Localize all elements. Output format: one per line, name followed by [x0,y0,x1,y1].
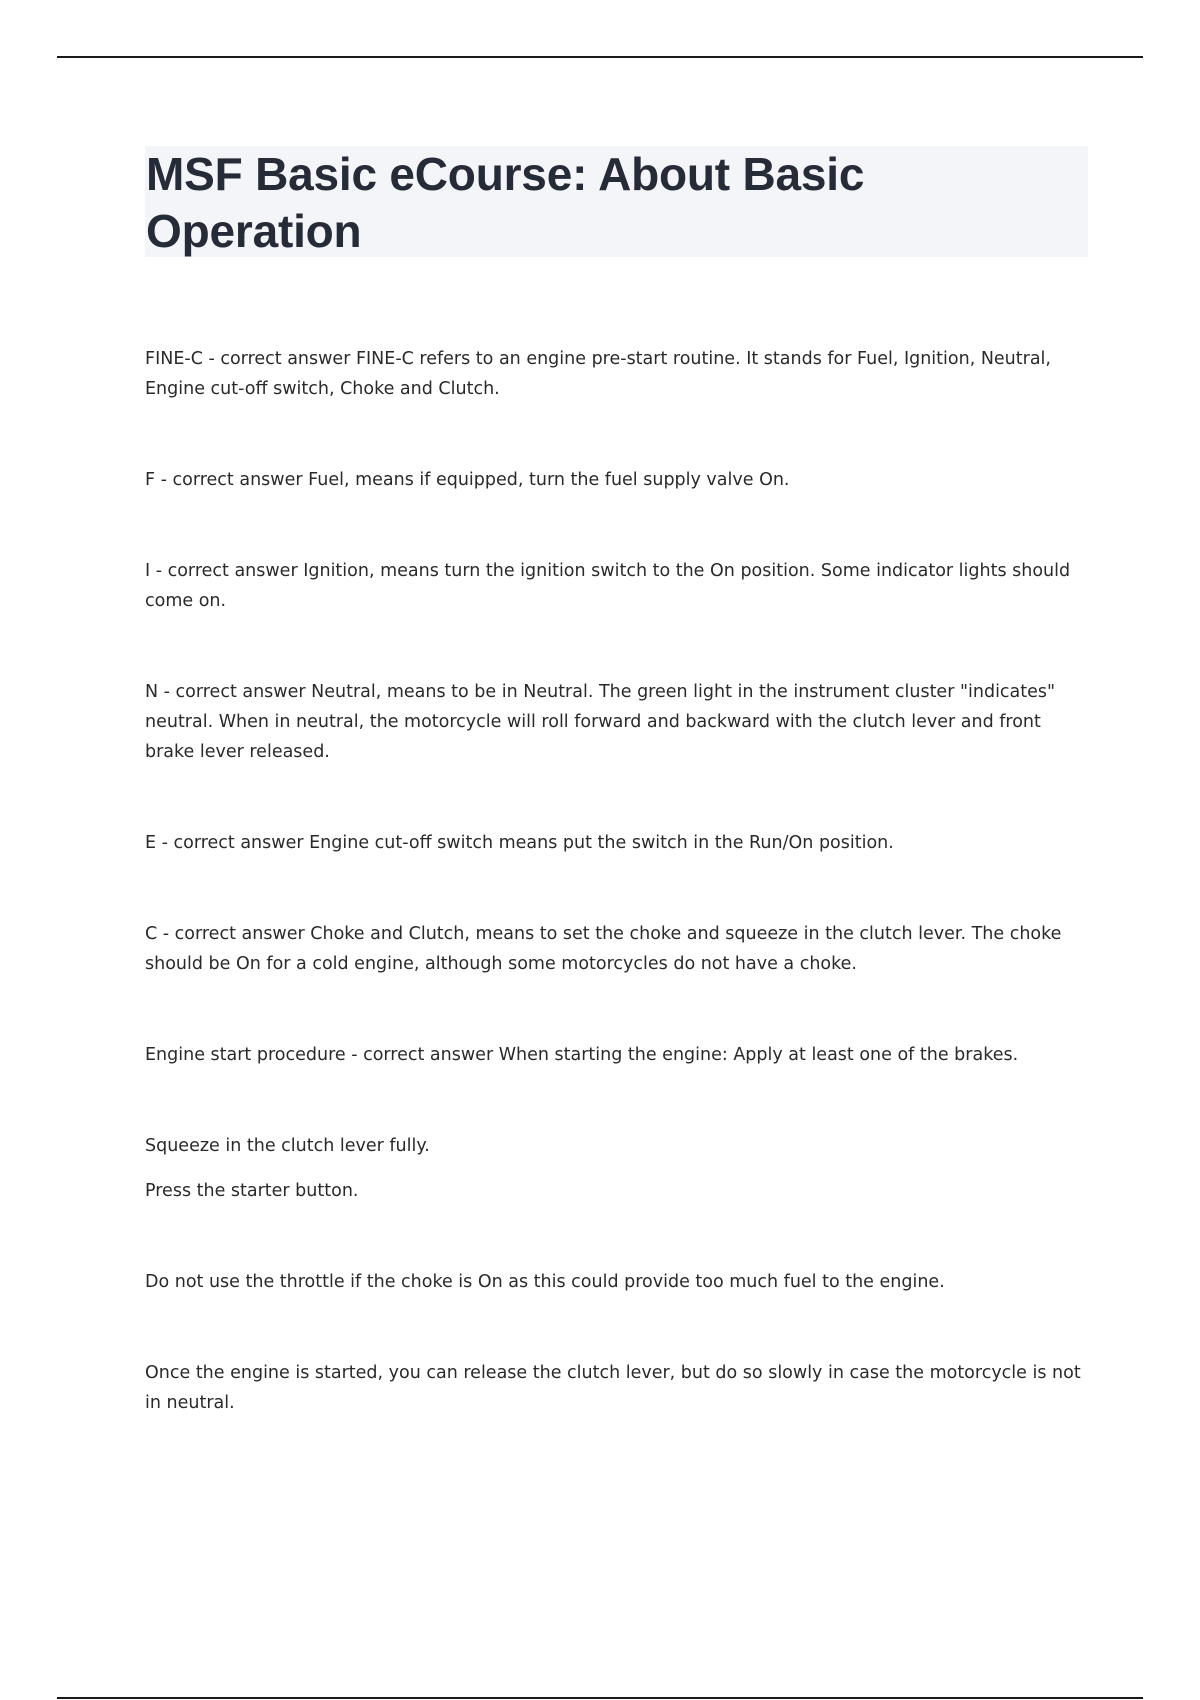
paragraph-choke-clutch: C - correct answer Choke and Clutch, means to set the choke and squeeze in the clutch lever. The choke should be On for a cold engine, although some motorcycles do not have a choke. [145,924,1062,974]
paragraph-neutral: N - correct answer Neutral, means to be in Neutral. The green light in the instrument cluster "indicates" neutral. When in neutral, the motorcycle will roll forward and backward with the clutch lever and front brake lever released. [145,682,1056,762]
title-banner [145,146,1088,257]
paragraph-throttle-warning: Do not use the throttle if the choke is On as this could provide too much fuel to the engine. [145,1272,945,1292]
paragraph-fuel: F - correct answer Fuel, means if equipped, turn the fuel supply valve On. [145,470,790,490]
paragraph-fine-c: FINE-C - correct answer FINE-C refers to an engine pre-start routine. It stands for Fuel, Ignition, Neutral, Engine cut-off switch, Choke and Clutch. [145,349,1051,399]
paragraph-engine-cutoff: E - correct answer Engine cut-off switch means put the switch in the Run/On position. [145,833,894,853]
paragraph-squeeze-clutch: Squeeze in the clutch lever fully. [145,1136,430,1156]
paragraph-press-starter: Press the starter button. [145,1181,359,1201]
paragraph-ignition: I - correct answer Ignition, means turn the ignition switch to the On position. Some indicator lights should come on. [145,561,1071,611]
document-body [145,344,1085,1418]
page-title: MSF Basic eCourse: About Basic Operation [146,148,865,257]
bottom-rule [57,1697,1143,1699]
paragraph-start-procedure: Engine start procedure - correct answer When starting the engine: Apply at least one of the brakes. [145,1045,1019,1065]
top-rule [57,56,1143,58]
paragraph-release-clutch: Once the engine is started, you can release the clutch lever, but do so slowly in case the motorcycle is not in neutral. [145,1363,1081,1413]
